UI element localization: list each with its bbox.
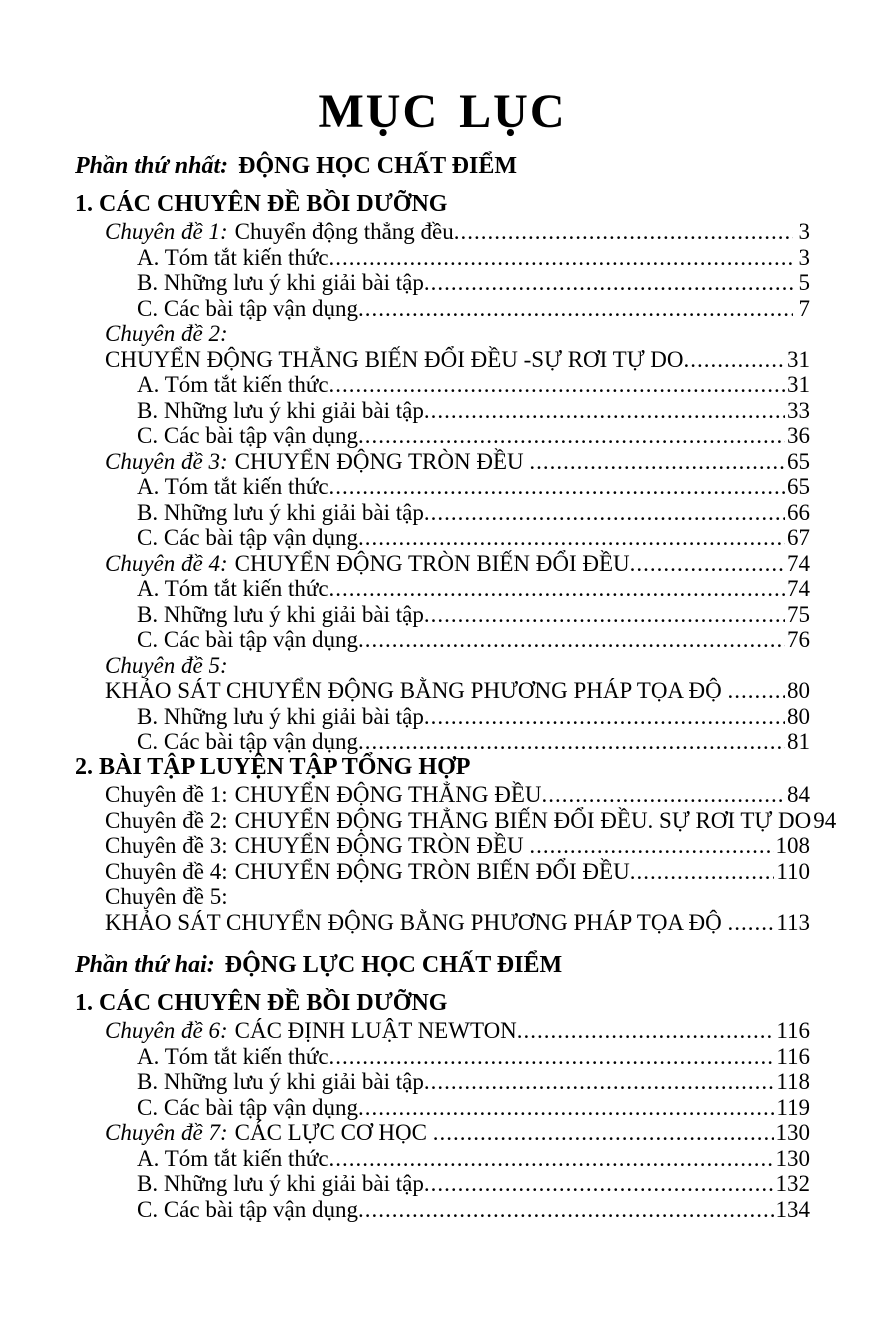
page-number: 81 — [787, 729, 810, 754]
toc-entry-title: A. Tóm tắt kiến thức — [137, 474, 329, 499]
dot-leader — [728, 678, 786, 704]
dot-leader — [358, 296, 792, 322]
part-header — [75, 154, 810, 180]
toc-entry-prefix: Chuyên đề 2: — [105, 321, 228, 346]
page-number: 130 — [775, 1145, 810, 1171]
toc-entry — [75, 296, 810, 322]
toc-entry — [75, 372, 810, 398]
page-number: 74 — [787, 550, 810, 576]
page-number: 108 — [775, 833, 810, 858]
toc-entry-title: B. Những lưu ý khi giải bài tập — [137, 1171, 424, 1196]
dot-leader — [424, 602, 785, 628]
toc-entry — [75, 398, 810, 424]
toc-entry-title: CHUYỂN ĐỘNG TRÒN ĐỀU — [234, 448, 530, 474]
toc-entry — [75, 782, 810, 808]
dot-leader — [329, 372, 785, 398]
toc-entry-title: CHUYỂN ĐỘNG THẲNG BIẾN ĐỔI ĐỀU -SỰ RƠI TỰ DO — [105, 346, 684, 372]
toc-entry-title: C. Các bài tập vận dụng — [137, 627, 359, 652]
toc-entry — [75, 423, 810, 449]
toc-entry — [75, 884, 810, 910]
toc-entry — [75, 1146, 810, 1172]
section-header — [75, 991, 810, 1017]
dot-leader — [329, 576, 785, 602]
toc-entry-title: CÁC ĐỊNH LUẬT NEWTON — [234, 1018, 517, 1043]
toc-entry-title: A. Tóm tắt kiến thức — [137, 576, 329, 601]
page-number: 75 — [787, 601, 810, 627]
part-header-prefix: Phần thứ hai: — [75, 952, 215, 978]
page-number: 3 — [798, 244, 810, 270]
toc-entry-title: C. Các bài tập vận dụng — [137, 525, 359, 550]
toc-entry — [75, 859, 810, 885]
toc-entry — [75, 1044, 810, 1070]
toc-entry-prefix: Chuyên đề 5: — [105, 884, 228, 909]
page-number: 33 — [787, 397, 810, 423]
toc-entry-title: A. Tóm tắt kiến thức — [137, 1145, 329, 1171]
toc-entry-title: B. Những lưu ý khi giải bài tập — [137, 499, 424, 525]
page-number: 132 — [775, 1171, 810, 1196]
dot-leader — [424, 1069, 774, 1095]
toc-entry — [75, 910, 810, 936]
toc-entry — [75, 678, 810, 704]
dot-leader — [630, 551, 785, 577]
page-number: 5 — [798, 270, 810, 295]
page-number: 118 — [776, 1069, 810, 1094]
part-header-prefix: Phần thứ nhất: — [75, 153, 229, 179]
toc-entry — [75, 833, 810, 859]
toc-entry-title: CHUYỂN ĐỘNG THẲNG BIẾN ĐỔI ĐỀU. SỰ RƠI TỰ DO — [234, 807, 812, 833]
page-number: 130 — [775, 1120, 810, 1145]
toc-entry-prefix: Chuyên đề 1: — [105, 219, 228, 244]
toc-entry — [75, 1018, 810, 1044]
toc-entry-title: Chuyển động thẳng đều — [234, 219, 454, 244]
toc-entry — [75, 474, 810, 500]
toc-entry-prefix: Chuyên đề 7: — [105, 1120, 228, 1145]
dot-leader — [358, 423, 785, 449]
page-number: 119 — [776, 1094, 810, 1120]
page-number: 36 — [787, 423, 810, 448]
dot-leader — [424, 500, 785, 526]
page-number: 80 — [787, 703, 810, 729]
page-title: MỤC LỤC — [318, 85, 567, 138]
toc-entry-prefix: Chuyên đề 1: — [105, 782, 228, 807]
dot-leader — [329, 474, 785, 500]
toc-entry-title: C. Các bài tập vận dụng — [137, 1196, 359, 1222]
toc-entry — [75, 807, 837, 834]
toc-entry — [75, 551, 810, 577]
toc-entry-prefix: Chuyên đề 6: — [105, 1018, 228, 1043]
toc-entry-title: B. Những lưu ý khi giải bài tập — [137, 703, 424, 729]
page-number: 7 — [798, 295, 810, 321]
page-number: 116 — [776, 1018, 810, 1043]
section-header-title: 2. BÀI TẬP LUYỆN TẬP TỔNG HỢP — [75, 753, 471, 780]
page-number: 31 — [787, 346, 810, 372]
toc-entry — [75, 270, 810, 296]
toc-entry-title: CÁC LỰC CƠ HỌC — [234, 1120, 433, 1145]
toc-entry — [75, 1197, 810, 1223]
page-number: 3 — [798, 219, 810, 244]
toc-entry-title: A. Tóm tắt kiến thức — [137, 1043, 329, 1069]
toc-entry — [75, 347, 810, 373]
toc-entry — [75, 1095, 810, 1121]
dot-leader — [358, 525, 785, 551]
page-number: 31 — [787, 372, 810, 397]
toc-entry-title: C. Các bài tập vận dụng — [137, 729, 359, 754]
toc-entry — [75, 245, 810, 271]
dot-leader — [358, 1095, 774, 1121]
toc-entry-prefix: Chuyên đề 4: — [105, 550, 228, 576]
page-number: 65 — [787, 448, 810, 474]
toc-entry-prefix: Chuyên đề 5: — [105, 652, 228, 678]
toc-entry — [75, 321, 810, 347]
dot-leader — [424, 398, 785, 424]
page-number: 65 — [787, 474, 810, 499]
dot-leader — [517, 1018, 775, 1044]
dot-leader — [684, 347, 785, 373]
dot-leader — [454, 219, 793, 245]
page-number: 134 — [775, 1196, 810, 1222]
dot-leader — [358, 1197, 773, 1223]
toc-entry-title: CHUYỂN ĐỘNG TRÒN BIẾN ĐỔI ĐỀU — [234, 858, 630, 884]
dot-leader — [424, 1171, 774, 1197]
dot-leader — [630, 859, 775, 885]
toc-entry-title: KHẢO SÁT CHUYỂN ĐỘNG BẰNG PHƯƠNG PHÁP TỌA ĐỘ — [105, 909, 728, 935]
part-header — [75, 953, 810, 979]
dot-leader — [542, 782, 785, 808]
dot-leader — [529, 449, 785, 475]
toc-entry — [75, 1069, 810, 1095]
toc-entry-title: C. Các bài tập vận dụng — [137, 1094, 359, 1120]
toc-entry — [75, 219, 810, 245]
toc-entry — [75, 1171, 810, 1197]
page-number: 94 — [813, 807, 837, 833]
dot-leader — [433, 1120, 774, 1146]
page-number: 84 — [787, 782, 810, 807]
section-header — [75, 755, 810, 781]
page-number: 110 — [776, 858, 810, 884]
page-number: 80 — [787, 678, 810, 703]
toc-entry-title: A. Tóm tắt kiến thức — [137, 244, 329, 270]
section-header — [75, 192, 810, 218]
toc-entry-title: CHUYỂN ĐỘNG TRÒN ĐỀU — [234, 833, 530, 858]
page-number: 67 — [787, 525, 810, 550]
toc-entry — [75, 653, 810, 679]
toc-entry — [75, 525, 810, 551]
toc-entry — [75, 627, 810, 653]
page-number: 76 — [787, 627, 810, 652]
toc-entry-prefix: Chuyên đề 3: — [105, 448, 228, 474]
toc-entry — [75, 576, 810, 602]
dot-leader — [358, 729, 785, 755]
toc-entry — [75, 1120, 810, 1146]
dot-leader — [424, 270, 793, 296]
toc-entry-title: B. Những lưu ý khi giải bài tập — [137, 1069, 424, 1094]
toc-entry-prefix: Chuyên đề 3: — [105, 833, 228, 858]
toc-entry-title: C. Các bài tập vận dụng — [137, 295, 359, 321]
toc-entry-title: B. Những lưu ý khi giải bài tập — [137, 397, 424, 423]
toc-entry — [75, 729, 810, 755]
part-header-title: ĐỘNG LỰC HỌC CHẤT ĐIỂM — [224, 952, 563, 978]
toc-entry — [75, 449, 810, 475]
page-number: 74 — [787, 576, 810, 601]
dot-leader — [329, 1146, 774, 1172]
toc-entry-title: C. Các bài tập vận dụng — [137, 423, 359, 448]
dot-leader — [728, 910, 775, 936]
toc-entry-title: A. Tóm tắt kiến thức — [137, 372, 329, 397]
toc-entry-prefix: Chuyên đề 4: — [105, 858, 228, 884]
dot-leader — [424, 704, 785, 730]
toc-entry-title: CHUYỂN ĐỘNG THẲNG ĐỀU — [234, 782, 542, 807]
dot-leader — [529, 833, 773, 859]
page-number: 116 — [776, 1043, 810, 1069]
dot-leader — [358, 627, 785, 653]
toc-entry-title: B. Những lưu ý khi giải bài tập — [137, 601, 424, 627]
toc-entry-title: KHẢO SÁT CHUYỂN ĐỘNG BẰNG PHƯƠNG PHÁP TỌA ĐỘ — [105, 678, 728, 703]
toc-entry-prefix: Chuyên đề 2: — [105, 807, 228, 833]
toc-entry — [75, 500, 810, 526]
page-number: 113 — [776, 909, 810, 935]
toc-entry — [75, 602, 810, 628]
toc-entry-title: CHUYỂN ĐỘNG TRÒN BIẾN ĐỔI ĐỀU — [234, 550, 630, 576]
part-header-title: ĐỘNG HỌC CHẤT ĐIỂM — [238, 153, 518, 179]
toc-entry-title: B. Những lưu ý khi giải bài tập — [137, 270, 424, 295]
section-header-title: 1. CÁC CHUYÊN ĐỀ BỒI DƯỠNG — [75, 989, 448, 1016]
dot-leader — [329, 1044, 775, 1070]
section-header-title: 1. CÁC CHUYÊN ĐỀ BỒI DƯỠNG — [75, 190, 448, 217]
page-number: 66 — [787, 499, 810, 525]
dot-leader — [329, 245, 793, 271]
toc-list — [75, 153, 837, 1222]
toc-entry — [75, 704, 810, 730]
